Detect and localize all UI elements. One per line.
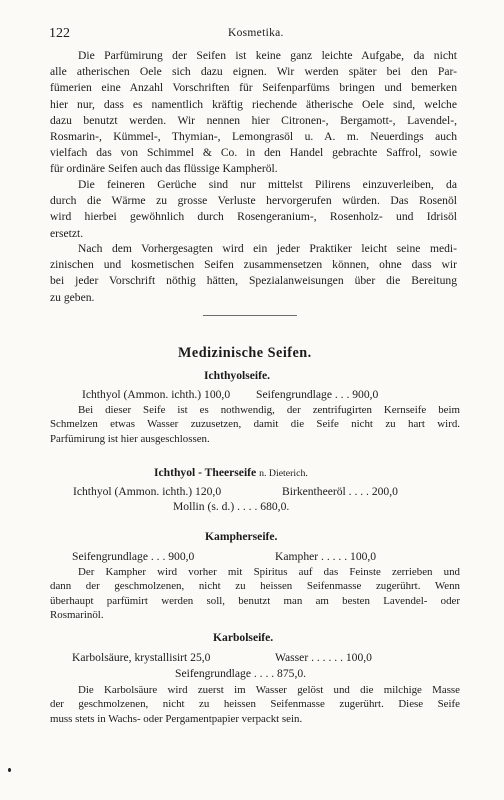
ingredient-birkentheeroel: Birkentheeröl . . . . 200,0 xyxy=(282,485,398,498)
ingredient-seifengrundlage: Seifengrundlage . . . 900,0 xyxy=(256,388,379,401)
paragraph-perfuming xyxy=(50,48,457,178)
ingredient-kampher: Kampher . . . . . 100,0 xyxy=(275,550,377,563)
recipe-title-text: Ichthyol - Theerseife xyxy=(154,466,257,479)
ingredient-karbolsaeure: Karbolsäure, krystallisirt 25,0 xyxy=(72,651,211,664)
text-line: durch die Wärme zu grosse Verluste hervorgerufen würden. Das Rosenöl xyxy=(50,194,457,208)
ingredient-seifengrundlage: Seifengrundlage . . . 900,0 xyxy=(72,550,195,563)
ingredient-wasser: Wasser . . . . . . 100,0 xyxy=(275,651,372,664)
text-line: vielfach das von Schimmel & Co. in den Handel gebrachte Saffrol, sowie xyxy=(50,146,457,160)
recipe-title-karbol: Karbolseife. xyxy=(213,631,274,644)
text-line: dann der geschmolzenen, nicht zu heissen Seifenmasse zugerührt. Wenn xyxy=(50,580,460,593)
page-number: 122 xyxy=(49,26,70,41)
text-line: für ordinäre Seifen auch das flüssige Kampheröl. xyxy=(50,162,278,176)
ingredient-seifengrundlage: Seifengrundlage . . . . 875,0. xyxy=(175,667,307,680)
recipe-attribution: n. Dieterich. xyxy=(259,468,308,479)
text-line: Bei dieser Seife ist es nothwendig, der zentrifugirten Kernseife beim xyxy=(78,404,460,416)
text-line: Rosmarinöl. xyxy=(50,609,104,622)
text-line: ersetzt. xyxy=(50,226,84,240)
ingredient-mollin: Mollin (s. d.) . . . . 680,0. xyxy=(173,500,290,513)
paragraph-fine-scents xyxy=(50,177,457,242)
page-header xyxy=(49,26,445,40)
text-line: zu geben. xyxy=(50,290,95,304)
running-head: Kosmetika. xyxy=(228,27,284,39)
text-line: Parfümirung ist hier ausgeschlossen. xyxy=(50,432,210,445)
text-line: überhaupt parfümirt werden soll, benutzt man am besten Lavendel- oder xyxy=(50,594,460,607)
recipe-text-kampher xyxy=(50,565,460,623)
ingredient-ichthyol: Ichthyol (Ammon. ichth.) 100,0 xyxy=(82,388,231,401)
recipe-title-ichthyol-teer xyxy=(154,466,308,479)
text-line: Die Parfümirung der Seifen ist keine ganz leichte Aufgabe, da nicht xyxy=(78,49,457,62)
recipe-title-ichthyol: Ichthyolseife. xyxy=(204,369,271,382)
ingredient-ichthyol: Ichthyol (Ammon. ichth.) 120,0 xyxy=(73,485,222,498)
text-line: zinischen und kosmetischen Seifen zusammensetzen können, ohne dass wir xyxy=(50,258,457,272)
text-line: hier nur, dass es namentlich kräftig riechende ätherische Oele sind, welche xyxy=(50,97,457,111)
text-line: Nach dem Vorhergesagten wird ein jeder Praktiker leicht seine medi- xyxy=(78,242,457,255)
text-line: Schmelzen etwas Wasser zuzusetzen, damit die Seife nicht zu hart wird. xyxy=(50,418,460,431)
text-line: alle atherischen Oele sich dazu eignen. Wir werden später bei den Par- xyxy=(50,65,457,79)
recipe-title-kampher: Kampherseife. xyxy=(205,530,278,543)
section-divider xyxy=(203,315,297,316)
text-line: muss stets in Wachs- oder Pergamentpapier verpackt sein. xyxy=(50,712,303,725)
recipe-text-karbol xyxy=(50,683,460,726)
text-line: bei jeder Vorschrift nöthig hätten, Spezialanweisungen über die Bereitung xyxy=(50,274,457,288)
paragraph-conclusion xyxy=(50,241,457,306)
ink-speck xyxy=(8,768,11,772)
recipe-text-ichthyol xyxy=(50,403,460,446)
text-line: Der Kampher wird vorher mit Spiritus auf das Feinste zerrieben und xyxy=(78,566,460,578)
section-heading: Medizinische Seifen. xyxy=(178,345,312,361)
text-line: fümerien eine Anzahl Vorschriften für Seifenparfüms bringen und bemerken xyxy=(50,81,457,95)
text-line: der geschmolzenen, nicht zu heissen Seifenmasse zugerührt. Diese Seife xyxy=(50,698,460,711)
text-line: Die Karbolsäure wird zuerst im Wasser gelöst und die milchige Masse xyxy=(78,684,460,696)
text-line: dazu benutzt werden. Wir nennen hier Citronen-, Bergamott-, Lavendel-, xyxy=(50,113,457,127)
text-line: wird hierbei gewöhnlich durch Rosengeranium-, Rosenholz- und Idrisöl xyxy=(50,210,457,224)
text-line: Rosmarin-, Kümmel-, Thymian-, Lemongrasöl u. A. m. Neuerdings auch xyxy=(50,129,457,143)
text-line: Die feineren Gerüche sind nur mittelst Pilirens einzuverleiben, da xyxy=(78,178,457,191)
